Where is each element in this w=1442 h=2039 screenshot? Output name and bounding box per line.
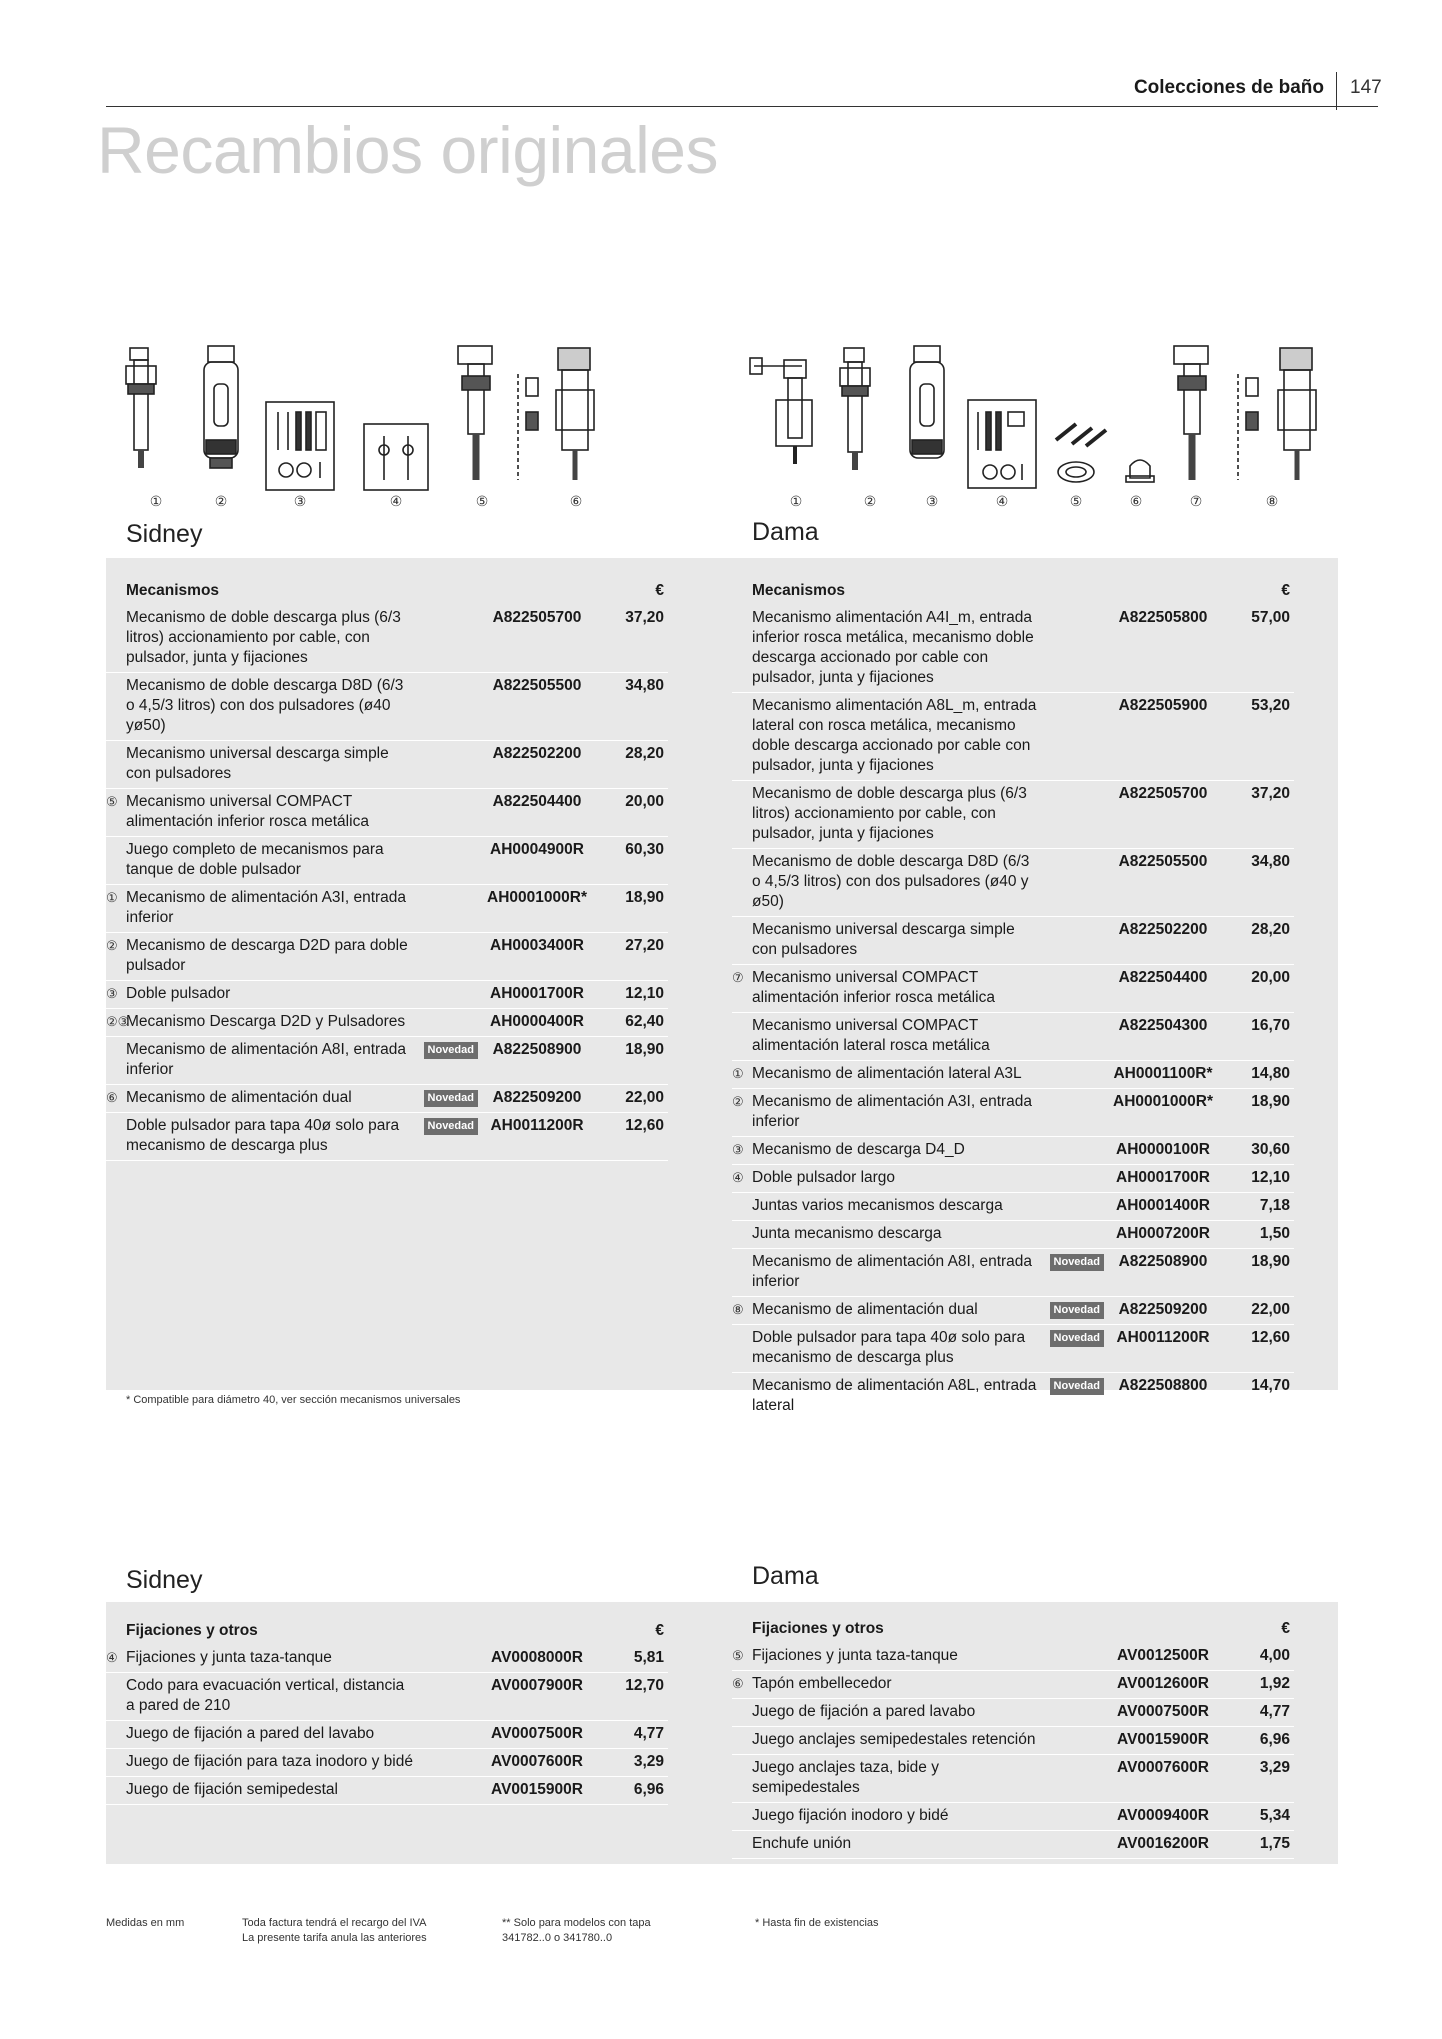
figure-label-4: ④	[389, 493, 403, 509]
row-price: 12,60	[1251, 1329, 1290, 1346]
row-price: 16,70	[1251, 1017, 1290, 1034]
row-code: A822505700	[492, 609, 582, 626]
currency-label: €	[1281, 1620, 1290, 1637]
row-marker: ⑥	[732, 1676, 744, 1691]
table-row	[732, 1803, 1294, 1831]
currency-label: €	[1281, 582, 1290, 599]
row-price: 62,40	[625, 1013, 664, 1030]
row-price: 3,29	[633, 1753, 664, 1770]
row-code: A822504300	[1118, 1017, 1208, 1034]
row-code: AH0001700R	[1116, 1169, 1210, 1186]
page-title: Recambios originales	[97, 113, 718, 187]
table-row	[732, 917, 1294, 965]
figure-label-5: ⑤	[475, 493, 489, 509]
row-price: 18,90	[625, 1041, 664, 1058]
row-code: A822502200	[492, 745, 582, 762]
row-marker: ②	[106, 938, 118, 953]
table-row	[732, 1671, 1294, 1699]
row-price: 20,00	[625, 793, 664, 810]
row-badge-cell	[416, 1116, 478, 1135]
table-header-label: Fijaciones y otros	[126, 1622, 258, 1639]
row-marker: ①	[732, 1066, 744, 1081]
row-description: Mecanismo universal descarga simple con pulsadores	[126, 745, 389, 782]
dama-parts-illustration	[746, 340, 1346, 515]
row-price: 37,20	[625, 609, 664, 626]
row-description: Codo para evacuación vertical, distancia a pared de 210	[126, 1677, 405, 1714]
table-header-label: Mecanismos	[126, 582, 220, 599]
table-row	[106, 1777, 668, 1805]
row-price: 5,81	[633, 1649, 664, 1666]
table-header	[106, 574, 668, 605]
row-description: Mecanismo de descarga D2D para doble pulsador	[126, 937, 408, 974]
novedad-badge: Novedad	[424, 1042, 478, 1059]
row-code: A822504400	[1118, 969, 1208, 986]
row-price: 6,96	[633, 1781, 664, 1798]
row-description: Doble pulsador para tapa 40ø solo para mecanismo de descarga plus	[752, 1329, 1026, 1366]
row-code: AH0011200R	[490, 1117, 584, 1134]
footer-models	[502, 1916, 651, 1946]
row-description: Mecanismo de alimentación dual	[752, 1301, 978, 1318]
row-description: Mecanismo de alimentación A8L, entrada lateral	[752, 1377, 1037, 1414]
sidney-mecanismos-table	[106, 574, 668, 1161]
table-row	[732, 1325, 1294, 1373]
table-row	[732, 781, 1294, 849]
figure-label-2: ②	[214, 493, 228, 509]
row-code: AV0015900R	[491, 1781, 583, 1798]
footer-stock: * Hasta fin de existencias	[755, 1917, 879, 1929]
row-badge-cell	[1042, 1376, 1104, 1395]
row-price: 14,70	[1251, 1377, 1290, 1394]
table-row	[106, 981, 668, 1009]
row-marker: ⑦	[732, 970, 744, 985]
table-row	[732, 1089, 1294, 1137]
footer-iva	[242, 1916, 427, 1946]
row-description: Mecanismo de doble descarga plus (6/3 litros) accionamiento por cable, con pulsador, junta y fijaciones	[752, 785, 1027, 842]
row-description: Doble pulsador	[126, 985, 231, 1002]
row-marker: ①	[106, 890, 118, 905]
novedad-badge: Novedad	[1050, 1302, 1104, 1319]
table-row	[106, 1645, 668, 1673]
footer-iva-line-1: Toda factura tendrá el recargo del IVA	[242, 1917, 427, 1929]
row-price: 3,29	[1259, 1759, 1290, 1776]
row-description: Juego completo de mecanismos para tanque de doble pulsador	[126, 841, 384, 878]
row-description: Tapón embellecedor	[752, 1675, 892, 1692]
table-header	[732, 574, 1294, 605]
table-row	[732, 605, 1294, 693]
dama-mecanismos-table	[732, 574, 1294, 1421]
row-price: 53,20	[1251, 697, 1290, 714]
table-row	[732, 1373, 1294, 1421]
footer-models-line-2: 341782..0 o 341780..0	[502, 1932, 613, 1944]
row-price: 22,00	[625, 1089, 664, 1106]
row-description: Mecanismo universal COMPACT alimentación inferior rosca metálica	[126, 793, 369, 830]
table-row	[106, 673, 668, 741]
table-row	[732, 1137, 1294, 1165]
row-price: 28,20	[1251, 921, 1290, 938]
row-code: AH0001000R*	[487, 889, 587, 906]
table-row	[732, 1297, 1294, 1325]
row-code: AH0004900R	[490, 841, 584, 858]
row-description: Junta mecanismo descarga	[752, 1225, 942, 1242]
row-description: Fijaciones y junta taza-tanque	[752, 1647, 958, 1664]
row-marker: ④	[106, 1650, 118, 1665]
row-badge-cell	[1042, 1300, 1104, 1319]
row-code: A822505900	[1118, 697, 1208, 714]
row-description: Mecanismo de descarga D4_D	[752, 1141, 965, 1158]
figure-label-6: ⑥	[1129, 493, 1143, 509]
novedad-badge: Novedad	[1050, 1378, 1104, 1395]
row-code: AV0007500R	[491, 1725, 583, 1742]
table-row	[106, 1113, 668, 1161]
row-code: A822502200	[1118, 921, 1208, 938]
footer-iva-line-2: La presente tarifa anula las anteriores	[242, 1932, 427, 1944]
sidney-fix-title: Sidney	[126, 1566, 203, 1594]
novedad-badge: Novedad	[424, 1118, 478, 1135]
row-price: 57,00	[1251, 609, 1290, 626]
currency-label: €	[655, 582, 664, 599]
row-marker: ③	[106, 986, 118, 1001]
row-code: AH0001400R	[1116, 1197, 1210, 1214]
row-code: AV0012500R	[1117, 1647, 1209, 1664]
row-price: 20,00	[1251, 969, 1290, 986]
row-code: AV0015900R	[1117, 1731, 1209, 1748]
dama-title: Dama	[752, 518, 819, 546]
table-header-label: Mecanismos	[752, 582, 846, 599]
table-row	[732, 1755, 1294, 1803]
table-row	[732, 849, 1294, 917]
table-header-label: Fijaciones y otros	[752, 1620, 884, 1637]
row-description: Juego de fijación a pared del lavabo	[126, 1725, 375, 1742]
row-description: Mecanismo universal descarga simple con pulsadores	[752, 921, 1015, 958]
row-price: 6,96	[1259, 1731, 1290, 1748]
row-badge-cell	[416, 1088, 478, 1107]
header-rule	[106, 106, 1378, 107]
table-row	[732, 1727, 1294, 1755]
row-code: AV0007500R	[1117, 1703, 1209, 1720]
row-code: A822504400	[492, 793, 582, 810]
table-header	[732, 1612, 1294, 1643]
table-row	[106, 1673, 668, 1721]
row-description: Doble pulsador para tapa 40ø solo para mecanismo de descarga plus	[126, 1117, 400, 1154]
figure-label-7: ⑦	[1189, 493, 1203, 509]
row-price: 18,90	[1251, 1093, 1290, 1110]
row-code: AV0007900R	[491, 1677, 583, 1694]
table-row	[732, 1193, 1294, 1221]
row-price: 12,10	[625, 985, 664, 1002]
row-price: 1,92	[1259, 1675, 1290, 1692]
row-description: Juego de fijación semipedestal	[126, 1781, 338, 1798]
novedad-badge: Novedad	[1050, 1330, 1104, 1347]
row-price: 30,60	[1251, 1141, 1290, 1158]
row-code: A822508900	[492, 1041, 582, 1058]
row-description: Mecanismo alimentación A8L_m, entrada lateral con rosca metálica, mecanismo doble descarga accionado por cable con pulsador, junta y fijaciones	[752, 697, 1037, 774]
table-row	[106, 837, 668, 885]
figure-label-8: ⑧	[1265, 493, 1279, 509]
row-price: 4,00	[1259, 1647, 1290, 1664]
table-row	[732, 1249, 1294, 1297]
footer-models-line-1: ** Solo para modelos con tapa	[502, 1917, 651, 1929]
table-row	[732, 1831, 1294, 1859]
table-row	[732, 1643, 1294, 1671]
row-price: 14,80	[1251, 1065, 1290, 1082]
table-row	[106, 885, 668, 933]
table-row	[106, 1721, 668, 1749]
row-code: AH0011200R	[1116, 1329, 1210, 1346]
row-price: 27,20	[625, 937, 664, 954]
table-row	[732, 693, 1294, 781]
row-code: A822508800	[1118, 1377, 1208, 1394]
row-description: Doble pulsador largo	[752, 1169, 896, 1186]
table-row	[732, 1165, 1294, 1193]
row-code: AH0000100R	[1116, 1141, 1210, 1158]
row-code: A822508900	[1118, 1253, 1208, 1270]
row-price: 37,20	[1251, 785, 1290, 802]
row-description: Mecanismo de doble descarga D8D (6/3 o 4,5/3 litros) con dos pulsadores (ø40 yø50)	[126, 677, 404, 734]
currency-label: €	[655, 1622, 664, 1639]
table-row	[732, 965, 1294, 1013]
row-description: Juego fijación inodoro y bidé	[752, 1807, 949, 1824]
page-number: 147	[1350, 77, 1382, 98]
row-price: 4,77	[633, 1725, 664, 1742]
row-description: Mecanismo Descarga D2D y Pulsadores	[126, 1013, 406, 1030]
table-row	[732, 1013, 1294, 1061]
figure-label-1: ①	[789, 493, 803, 509]
figure-label-5: ⑤	[1069, 493, 1083, 509]
sidney-fijaciones-table	[106, 1614, 668, 1805]
table-row	[732, 1221, 1294, 1249]
dama-fix-title: Dama	[752, 1562, 819, 1590]
row-price: 22,00	[1251, 1301, 1290, 1318]
row-badge-cell	[1042, 1252, 1104, 1271]
row-code: A822505500	[1118, 853, 1208, 870]
row-price: 1,75	[1259, 1835, 1290, 1852]
row-marker: ②③	[106, 1014, 130, 1029]
row-marker: ⑤	[732, 1648, 744, 1663]
table-row	[732, 1061, 1294, 1089]
sidney-mec-rows	[106, 605, 668, 1161]
table-row	[106, 741, 668, 789]
row-code: A822509200	[492, 1089, 582, 1106]
row-code: AV0007600R	[1117, 1759, 1209, 1776]
row-price: 60,30	[625, 841, 664, 858]
figure-label-6: ⑥	[569, 493, 583, 509]
table-row	[106, 1009, 668, 1037]
row-description: Mecanismo alimentación A4I_m, entrada inferior rosca metálica, mecanismo doble descarga accionado por cable con pulsador, junta y fijaciones	[752, 609, 1034, 686]
row-description: Mecanismo de alimentación A8I, entrada inferior	[126, 1041, 407, 1078]
row-description: Mecanismo de doble descarga D8D (6/3 o 4,5/3 litros) con dos pulsadores (ø40 y ø50)	[752, 853, 1030, 910]
row-price: 18,90	[625, 889, 664, 906]
row-price: 18,90	[1251, 1253, 1290, 1270]
row-description: Mecanismo de alimentación dual	[126, 1089, 352, 1106]
table-row	[106, 605, 668, 673]
row-code: AH0001700R	[490, 985, 584, 1002]
row-description: Mecanismo de alimentación A3I, entrada inferior	[126, 889, 407, 926]
row-description: Juego de fijación a pared lavabo	[752, 1703, 976, 1720]
table-row	[732, 1699, 1294, 1727]
row-price: 4,77	[1259, 1703, 1290, 1720]
row-code: A822505500	[492, 677, 582, 694]
row-code: AV0008000R	[491, 1649, 583, 1666]
figure-label-3: ③	[293, 493, 307, 509]
row-price: 28,20	[625, 745, 664, 762]
row-price: 1,50	[1259, 1225, 1290, 1242]
table-row	[106, 1037, 668, 1085]
row-description: Juntas varios mecanismos descarga	[752, 1197, 1003, 1214]
row-description: Fijaciones y junta taza-tanque	[126, 1649, 332, 1666]
row-badge-cell	[1042, 1328, 1104, 1347]
row-price: 12,70	[625, 1677, 664, 1694]
row-description: Mecanismo de alimentación A3I, entrada inferior	[752, 1093, 1033, 1130]
row-badge-cell	[416, 1040, 478, 1059]
row-marker: ⑥	[106, 1090, 118, 1105]
row-price: 7,18	[1259, 1197, 1290, 1214]
row-code: AH0001100R*	[1113, 1065, 1213, 1082]
row-code: AV0016200R	[1117, 1835, 1209, 1852]
sidney-title: Sidney	[126, 520, 203, 548]
row-code: AH0000400R	[490, 1013, 584, 1030]
table-row	[106, 1085, 668, 1113]
header-divider	[1336, 72, 1337, 110]
row-price: 34,80	[1251, 853, 1290, 870]
dama-fijaciones-table	[732, 1612, 1294, 1859]
table-row	[106, 789, 668, 837]
row-marker: ②	[732, 1094, 744, 1109]
figure-label-2: ②	[863, 493, 877, 509]
row-description: Mecanismo universal COMPACT alimentación lateral rosca metálica	[752, 1017, 990, 1054]
sidney-fix-rows	[106, 1645, 668, 1805]
row-code: AV0009400R	[1117, 1807, 1209, 1824]
row-description: Mecanismo de alimentación A8I, entrada inferior	[752, 1253, 1033, 1290]
row-code: AH0007200R	[1116, 1225, 1210, 1242]
row-description: Juego de fijación para taza inodoro y bidé	[126, 1753, 413, 1770]
dama-mec-rows	[732, 605, 1294, 1421]
row-description: Mecanismo de doble descarga plus (6/3 litros) accionamiento por cable, con pulsador, junta y fijaciones	[126, 609, 401, 666]
section-title: Colecciones de baño	[1133, 77, 1324, 98]
novedad-badge: Novedad	[424, 1090, 478, 1107]
row-marker: ④	[732, 1170, 744, 1185]
row-code: A822509200	[1118, 1301, 1208, 1318]
row-code: AH0003400R	[490, 937, 584, 954]
footer-measures: Medidas en mm	[106, 1917, 185, 1929]
row-code: AH0001000R*	[1113, 1093, 1213, 1110]
row-marker: ③	[732, 1142, 744, 1157]
row-marker: ⑧	[732, 1302, 744, 1317]
figure-label-4: ④	[995, 493, 1009, 509]
row-description: Mecanismo de alimentación lateral A3L	[752, 1065, 1022, 1082]
row-description: Juego anclajes semipedestales retención	[752, 1731, 1036, 1748]
row-price: 12,60	[625, 1117, 664, 1134]
row-price: 12,10	[1251, 1169, 1290, 1186]
table-header	[106, 1614, 668, 1645]
row-code: AV0012600R	[1117, 1675, 1209, 1692]
row-price: 5,34	[1259, 1807, 1290, 1824]
table-row	[106, 1749, 668, 1777]
dama-fix-rows	[732, 1643, 1294, 1859]
row-description: Enchufe unión	[752, 1835, 852, 1852]
figure-label-3: ③	[925, 493, 939, 509]
row-code: A822505700	[1118, 785, 1208, 802]
row-price: 34,80	[625, 677, 664, 694]
row-code: AV0007600R	[491, 1753, 583, 1770]
table-row	[106, 933, 668, 981]
footnote: * Compatible para diámetro 40, ver sección mecanismos universales	[126, 1394, 461, 1406]
sidney-parts-illustration	[106, 340, 666, 515]
row-marker: ⑤	[106, 794, 118, 809]
figure-label-1: ①	[149, 493, 163, 509]
novedad-badge: Novedad	[1050, 1254, 1104, 1271]
row-code: A822505800	[1118, 609, 1208, 626]
row-description: Juego anclajes taza, bide y semipedestales	[752, 1759, 939, 1796]
row-description: Mecanismo universal COMPACT alimentación inferior rosca metálica	[752, 969, 995, 1006]
